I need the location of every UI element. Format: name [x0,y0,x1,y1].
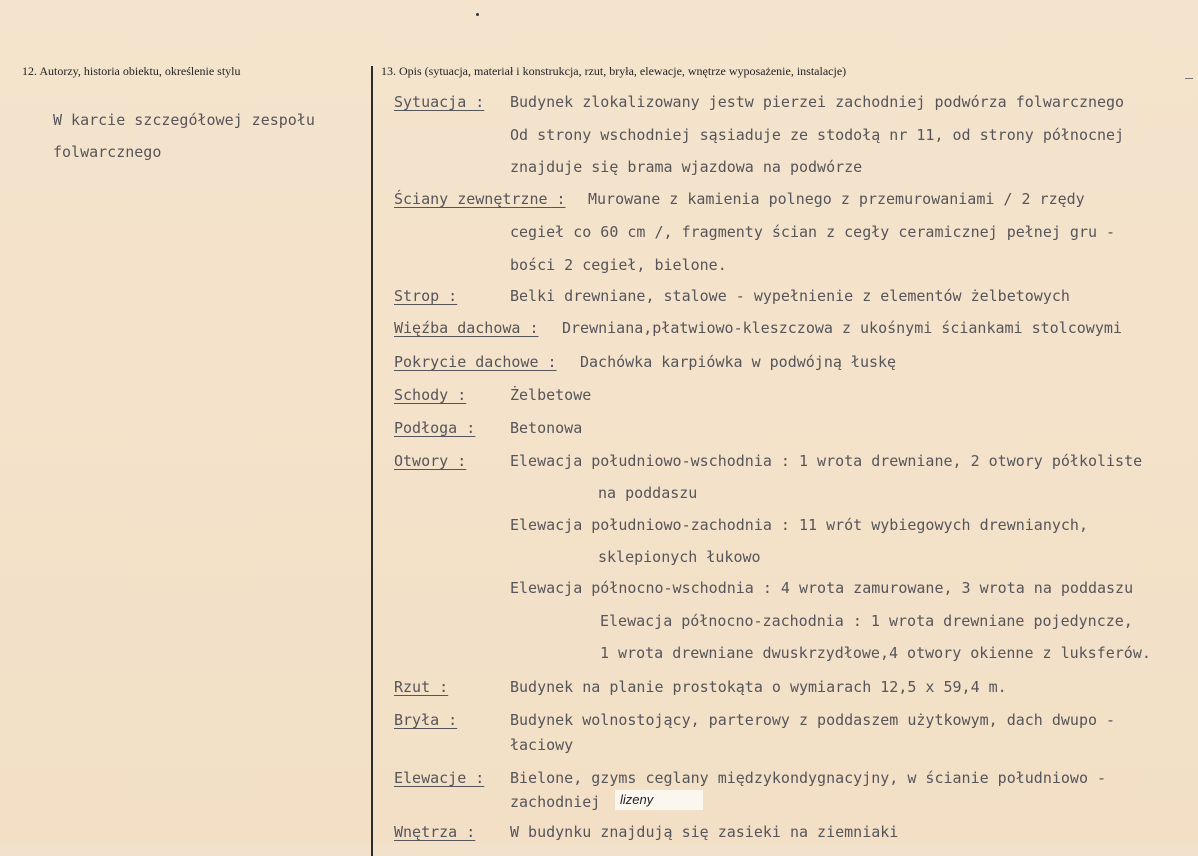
schody-value: Żelbetowe [510,386,592,404]
label-pokrycie: Pokrycie dachowe : [394,353,557,371]
label-strop: Strop : [394,287,458,305]
otwory-line-2: na poddaszu [598,484,698,502]
wiezba-value: Drewniana,płatwiowo-kleszczowa z ukośnymi ściankami stolcowymi [562,319,1122,337]
bryla-line-1: Budynek wolnostojący, parterowy z poddaszem użytkowym, dach dwupo - [510,711,1116,729]
bryla-line-2: łaciowy [510,736,574,754]
label-podloga: Podłoga : [394,419,476,437]
otwory-line-7: 1 wrota drewniane dwuskrzydłowe,4 otwory okienne z luksferów. [600,644,1151,662]
wnetrza-value: W budynku znajdują się zasieki na ziemniaki [510,823,899,841]
handwritten-annotation: lizeny [620,792,654,807]
label-sytuacja: Sytuacja : [394,93,485,111]
sciany-line-3: bości 2 cegieł, bielone. [510,256,727,274]
edge-mark [1185,78,1193,79]
sciany-line-1: Murowane z kamienia polnego z przemurowaniami / 2 rzędy [588,190,1085,208]
otwory-line-3: Elewacja południowo-zachodnia : 11 wrót wybiegowych drewnianych, [510,516,1088,534]
label-elewacje: Elewacje : [394,769,485,787]
otwory-line-1: Elewacja południowo-wschodnia : 1 wrota drewniane, 2 otwory półkoliste [510,452,1143,470]
section-12-heading: 12. Autorzy, historia obiektu, określenie stylu [22,64,241,78]
pokrycie-value: Dachówka karpiówka w podwójną łuskę [580,353,897,371]
podloga-value: Betonowa [510,419,583,437]
section-13-heading: 13. Opis (sytuacja, materiał i konstrukcja, rzut, bryła, elewacje, wnętrze wyposażenie, instalacje) [381,64,847,78]
left-text-line-2: folwarcznego [53,143,162,161]
strop-value: Belki drewniane, stalowe - wypełnienie z elementów żelbetowych [510,287,1070,305]
otwory-line-5: Elewacja północno-wschodnia : 4 wrota zamurowane, 3 wrota na poddaszu [510,579,1134,597]
label-rzut: Rzut : [394,678,449,696]
label-otwory: Otwory : [394,452,467,470]
rzut-value: Budynek na planie prostokąta o wymiarach 12,5 x 59,4 m. [510,678,1007,696]
label-schody: Schody : [394,386,467,404]
sytuacja-line-1: Budynek zlokalizowany jestw pierzei zachodniej podwórza folwarcznego [510,93,1125,111]
left-text-line-1: W karcie szczegółowej zespołu [53,111,315,129]
label-wnetrza: Wnętrza : [394,823,476,841]
sytuacja-line-3: znajduje się brama wjazdowa na podwórze [510,158,863,176]
elewacje-line-1: Bielone, gzyms ceglany międzykondygnacyjny, w ścianie południowo - [510,769,1107,787]
otwory-line-6: Elewacja północno-zachodnia : 1 wrota drewniane pojedyncze, [600,612,1133,630]
label-sciany: Ściany zewnętrzne : [394,190,566,208]
sytuacja-line-2: Od strony wschodniej sąsiaduje ze stodołą nr 11, od strony północnej [510,126,1125,144]
label-wiezba: Więźba dachowa : [394,319,539,337]
label-bryla: Bryła : [394,711,458,729]
elewacje-line-2: zachodniej [510,793,601,811]
top-dot [476,13,479,16]
otwory-line-4: sklepionych łukowo [598,548,761,566]
sciany-line-2: cegieł co 60 cm /, fragmenty ścian z cegły ceramicznej pełnej gru - [510,223,1116,241]
column-divider [371,66,373,856]
